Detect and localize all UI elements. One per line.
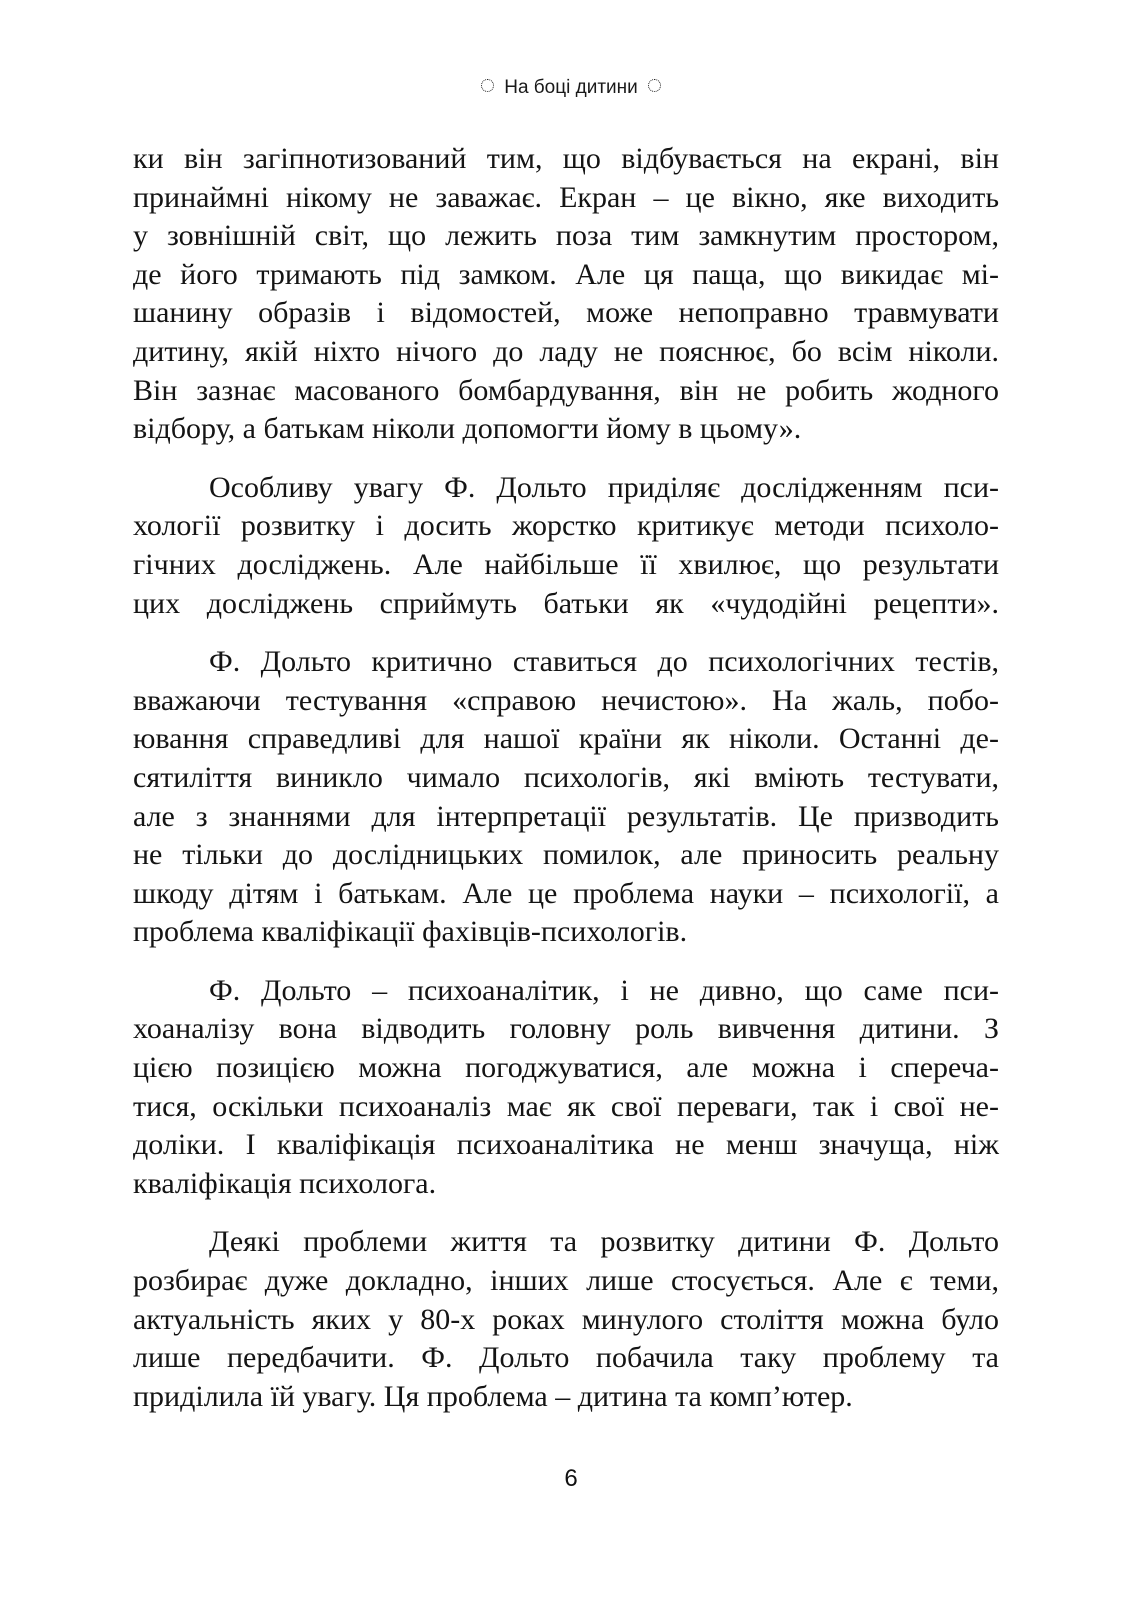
text-line: цією позицією можна погоджуватися, але можна і спереча- [133,1051,999,1085]
text-line: шкоду дітям і батькам. Але це проблема науки – психології, а [133,876,999,910]
text-line: сятиліття виникло чимало психологів, які вміють тестувати, [133,760,999,794]
text-line: принаймні нікому не заважає. Екран – це вікно, яке виходить [133,180,999,214]
text-line: хології розвитку і досить жорстко критикує методи психоло- [133,509,999,543]
running-header [0,76,1142,100]
text-line: приділила їй увагу. Ця проблема – дитина та комп’ютер. [133,1379,853,1413]
paragraph [133,972,999,1204]
text-line: не тільки до дослідницьких помилок, але приносить реальну [133,838,999,872]
text-line: доліки. І кваліфікація психоаналітика не менш значуща, ніж [133,1128,999,1162]
running-title: На боці дитини [504,77,638,98]
text-line: відбору, а батькам ніколи допомогти йому в цьому». [133,412,802,446]
paragraph [133,643,999,952]
text-line: ки він загіпнотизований тим, що відбувається на екрані, він [133,142,999,175]
circle-ornament-icon [648,79,661,92]
text-line: актуальність яких у 80-х роках минулого століття можна було [133,1302,999,1336]
text-line: хоаналізу вона відводить головну роль вивчення дитини. З [133,1012,999,1046]
text-line: тися, оскільки психоаналіз має як свої переваги, так і свої не- [133,1089,999,1123]
text-line: шанину образів і відомостей, може непоправно травмувати [133,296,999,330]
text-line: розбирає дуже докладно, інших лише стосується. Але є теми, [133,1264,999,1298]
text-line: Особливу увагу Ф. Дольто приділяє дослідженням пси- [209,470,999,504]
text-line: ювання справедливі для нашої країни як ніколи. Останні де- [133,722,999,756]
paragraph [133,1223,999,1416]
text-line: у зовнішній світ, що лежить поза тим замкнутим простором, [133,219,999,253]
text-line: але з знаннями для інтерпретації результатів. Це призводить [133,799,999,833]
text-line: лише передбачити. Ф. Дольто побачила таку проблему та [133,1341,999,1375]
text-line: Деякі проблеми життя та розвитку дитини Ф. Дольто [209,1225,999,1259]
circle-ornament-icon [481,79,494,92]
body-text [133,140,999,1416]
text-line: цих досліджень сприймуть батьки як «чудодійні рецепти». [133,586,999,620]
text-line: Ф. Дольто критично ставиться до психологічних тестів, [209,645,999,679]
text-line: проблема кваліфікації фахівців-психологів. [133,915,688,949]
text-line: Він зазнає масованого бомбардування, він не робить жодного [133,373,999,407]
text-line: кваліфікація психолога. [133,1166,437,1200]
text-line: вважаючи тестування «справою нечистою». На жаль, побо- [133,683,999,717]
text-line: Ф. Дольто – психоаналітик, і не дивно, що саме пси- [209,973,999,1007]
text-line: дитину, якій ніхто нічого до ладу не пояснює, бо всім ніколи. [133,334,999,368]
paragraph [133,140,999,449]
page-number: 6 [564,1465,578,1492]
paragraph [133,469,999,623]
text-line: гічних досліджень. Але найбільше її хвилює, що результати [133,547,999,581]
text-line: де його тримають під замком. Але ця паща, що викидає мі- [133,257,999,291]
